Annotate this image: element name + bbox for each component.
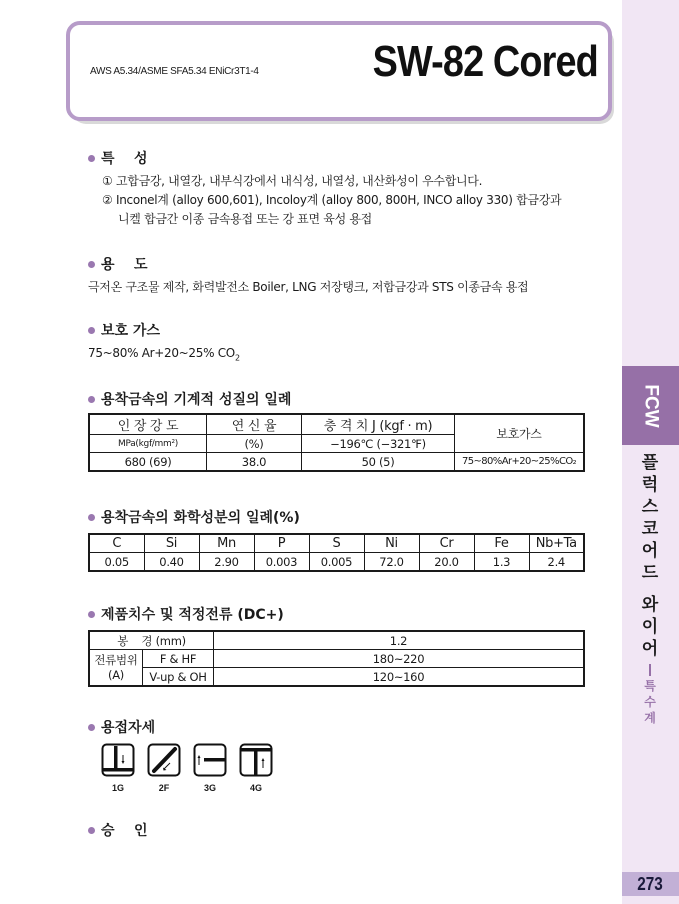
section-shielding-gas bbox=[88, 320, 240, 367]
diameter-label: 봉 경 (mm) bbox=[89, 631, 214, 650]
range-label: 전류범위 bbox=[94, 652, 138, 667]
element-header: P bbox=[254, 534, 309, 553]
diameter-value: 1.2 bbox=[214, 631, 585, 650]
section-features bbox=[88, 148, 561, 229]
section-heading: 용 도 bbox=[101, 257, 148, 273]
vertical-char: 와 bbox=[641, 595, 659, 615]
section-approval bbox=[88, 820, 148, 840]
element-value: 2.90 bbox=[199, 553, 254, 572]
bullet-icon bbox=[88, 327, 95, 334]
feature-item bbox=[102, 191, 561, 229]
header-tensile-unit: MPa(kgf/mm²) bbox=[89, 435, 207, 453]
bullet-icon bbox=[88, 514, 95, 521]
standard-classification: AWS A5.34/ASME SFA5.34 ENiCr3T1-4 bbox=[90, 66, 259, 77]
section-usage bbox=[88, 254, 528, 297]
item-marker: ① bbox=[102, 174, 113, 188]
vertical-char: 어 bbox=[641, 639, 659, 659]
product-header bbox=[66, 21, 612, 121]
section-heading: 용착금속의 화학성분의 일례(%) bbox=[101, 510, 300, 526]
position-label: 4G bbox=[249, 783, 262, 793]
divider bbox=[649, 664, 651, 676]
element-header: Ni bbox=[364, 534, 419, 553]
cell-tensile: 680 (69) bbox=[89, 453, 207, 472]
product-title: SW-82 Cored bbox=[372, 37, 598, 86]
section-heading: 승 인 bbox=[101, 823, 148, 839]
position-3g bbox=[192, 743, 228, 793]
section-heading: 보호 가스 bbox=[101, 323, 160, 339]
element-header: Cr bbox=[419, 534, 474, 553]
bullet-icon bbox=[88, 611, 95, 618]
header-impact-temp: −196℃ (−321℉) bbox=[302, 435, 455, 453]
range-unit: (A) bbox=[108, 667, 124, 682]
cell-elongation: 38.0 bbox=[207, 453, 302, 472]
table-header-row bbox=[89, 534, 584, 553]
category-label: FCW bbox=[640, 383, 662, 428]
subscript: 2 bbox=[234, 353, 240, 363]
chemical-table bbox=[88, 533, 585, 572]
bullet-icon bbox=[88, 155, 95, 162]
position-1g bbox=[100, 743, 136, 793]
element-value: 0.05 bbox=[89, 553, 144, 572]
bullet-icon bbox=[88, 261, 95, 268]
table-row bbox=[89, 553, 584, 572]
position-label: 3G bbox=[203, 783, 216, 793]
feature-item bbox=[102, 172, 561, 191]
position-label: 1G bbox=[111, 783, 124, 793]
position-label: F & HF bbox=[143, 650, 214, 668]
section-heading: 용접자세 bbox=[101, 720, 156, 736]
section-welding-positions bbox=[88, 717, 274, 793]
vertical-char: 이 bbox=[641, 617, 659, 637]
feature-text: Inconel계 (alloy 600,601), Incoloy계 (alloy 800, 800H, INCO alloy 330) 합금강과 bbox=[115, 193, 562, 207]
element-header: Si bbox=[144, 534, 199, 553]
overhead-position-icon bbox=[239, 743, 273, 777]
element-header: Mn bbox=[199, 534, 254, 553]
current-range-label bbox=[89, 650, 143, 687]
position-2f bbox=[146, 743, 182, 793]
vertical-subchar: 수 bbox=[644, 695, 656, 709]
element-value: 20.0 bbox=[419, 553, 474, 572]
vertical-char: 드 bbox=[641, 563, 659, 583]
position-label: V-up & OH bbox=[143, 668, 214, 687]
page-number-box bbox=[622, 872, 679, 896]
header-gas: 보호가스 bbox=[455, 414, 585, 453]
element-header: Nb+Ta bbox=[529, 534, 584, 553]
header-elongation: 연 신 율 bbox=[207, 414, 302, 435]
current-value: 180~220 bbox=[214, 650, 585, 668]
feature-text-continued: 니켈 합금간 이종 금속용접 또는 강 표면 육성 용접 bbox=[118, 212, 372, 226]
vertical-char: 플 bbox=[641, 453, 659, 473]
item-marker: ② bbox=[102, 193, 113, 207]
current-table bbox=[88, 630, 585, 687]
element-value: 0.005 bbox=[309, 553, 364, 572]
position-label: 2F bbox=[158, 783, 170, 793]
header-impact: 충 격 치 J (kgf · m) bbox=[302, 414, 455, 435]
vertical-subchar: 계 bbox=[644, 711, 656, 725]
cell-gas: 75~80%Ar+20~25%CO₂ bbox=[455, 453, 585, 472]
vertical-char: 코 bbox=[641, 519, 659, 539]
element-header: S bbox=[309, 534, 364, 553]
section-chemical-composition bbox=[88, 507, 585, 572]
position-4g bbox=[238, 743, 274, 793]
feature-text: 고합금강, 내열강, 내부식강에서 내식성, 내열성, 내산화성이 우수합니다. bbox=[115, 174, 483, 188]
current-value: 120~160 bbox=[214, 668, 585, 687]
position-icons bbox=[100, 743, 274, 793]
mechanical-table bbox=[88, 413, 585, 472]
flat-position-icon bbox=[101, 743, 135, 777]
header-tensile: 인 장 강 도 bbox=[89, 414, 207, 435]
cell-impact: 50 (5) bbox=[302, 453, 455, 472]
element-value: 0.40 bbox=[144, 553, 199, 572]
header-elongation-unit: (%) bbox=[207, 435, 302, 453]
element-value: 2.4 bbox=[529, 553, 584, 572]
section-heading: 용착금속의 기계적 성질의 일례 bbox=[101, 392, 292, 408]
vertical-char: 어 bbox=[641, 541, 659, 561]
section-heading: 제품치수 및 적정전류 (DC+) bbox=[101, 607, 284, 623]
section-current-range bbox=[88, 604, 585, 687]
section-vertical-title bbox=[630, 452, 670, 726]
element-header: Fe bbox=[474, 534, 529, 553]
element-header: C bbox=[89, 534, 144, 553]
section-mechanical-properties bbox=[88, 389, 585, 472]
vertical-position-icon bbox=[193, 743, 227, 777]
vertical-char: 럭 bbox=[641, 475, 659, 495]
bullet-icon bbox=[88, 396, 95, 403]
element-value: 72.0 bbox=[364, 553, 419, 572]
element-value: 1.3 bbox=[474, 553, 529, 572]
usage-text: 극저온 구조물 제작, 화력발전소 Boiler, LNG 저장탱크, 저합금강과 STS 이종금속 용접 bbox=[88, 280, 529, 294]
vertical-subchar: 특 bbox=[644, 679, 656, 693]
page-number: 273 bbox=[637, 873, 664, 894]
shielding-gas-text bbox=[88, 344, 240, 367]
gas-mixture: 75~80% Ar+20~25% CO bbox=[88, 346, 235, 360]
section-heading: 특 성 bbox=[101, 151, 148, 167]
bullet-icon bbox=[88, 827, 95, 834]
bullet-icon bbox=[88, 724, 95, 731]
vertical-char: 스 bbox=[641, 497, 659, 517]
category-tab-fcw bbox=[622, 366, 679, 445]
horizontal-fillet-icon bbox=[147, 743, 181, 777]
element-value: 0.003 bbox=[254, 553, 309, 572]
